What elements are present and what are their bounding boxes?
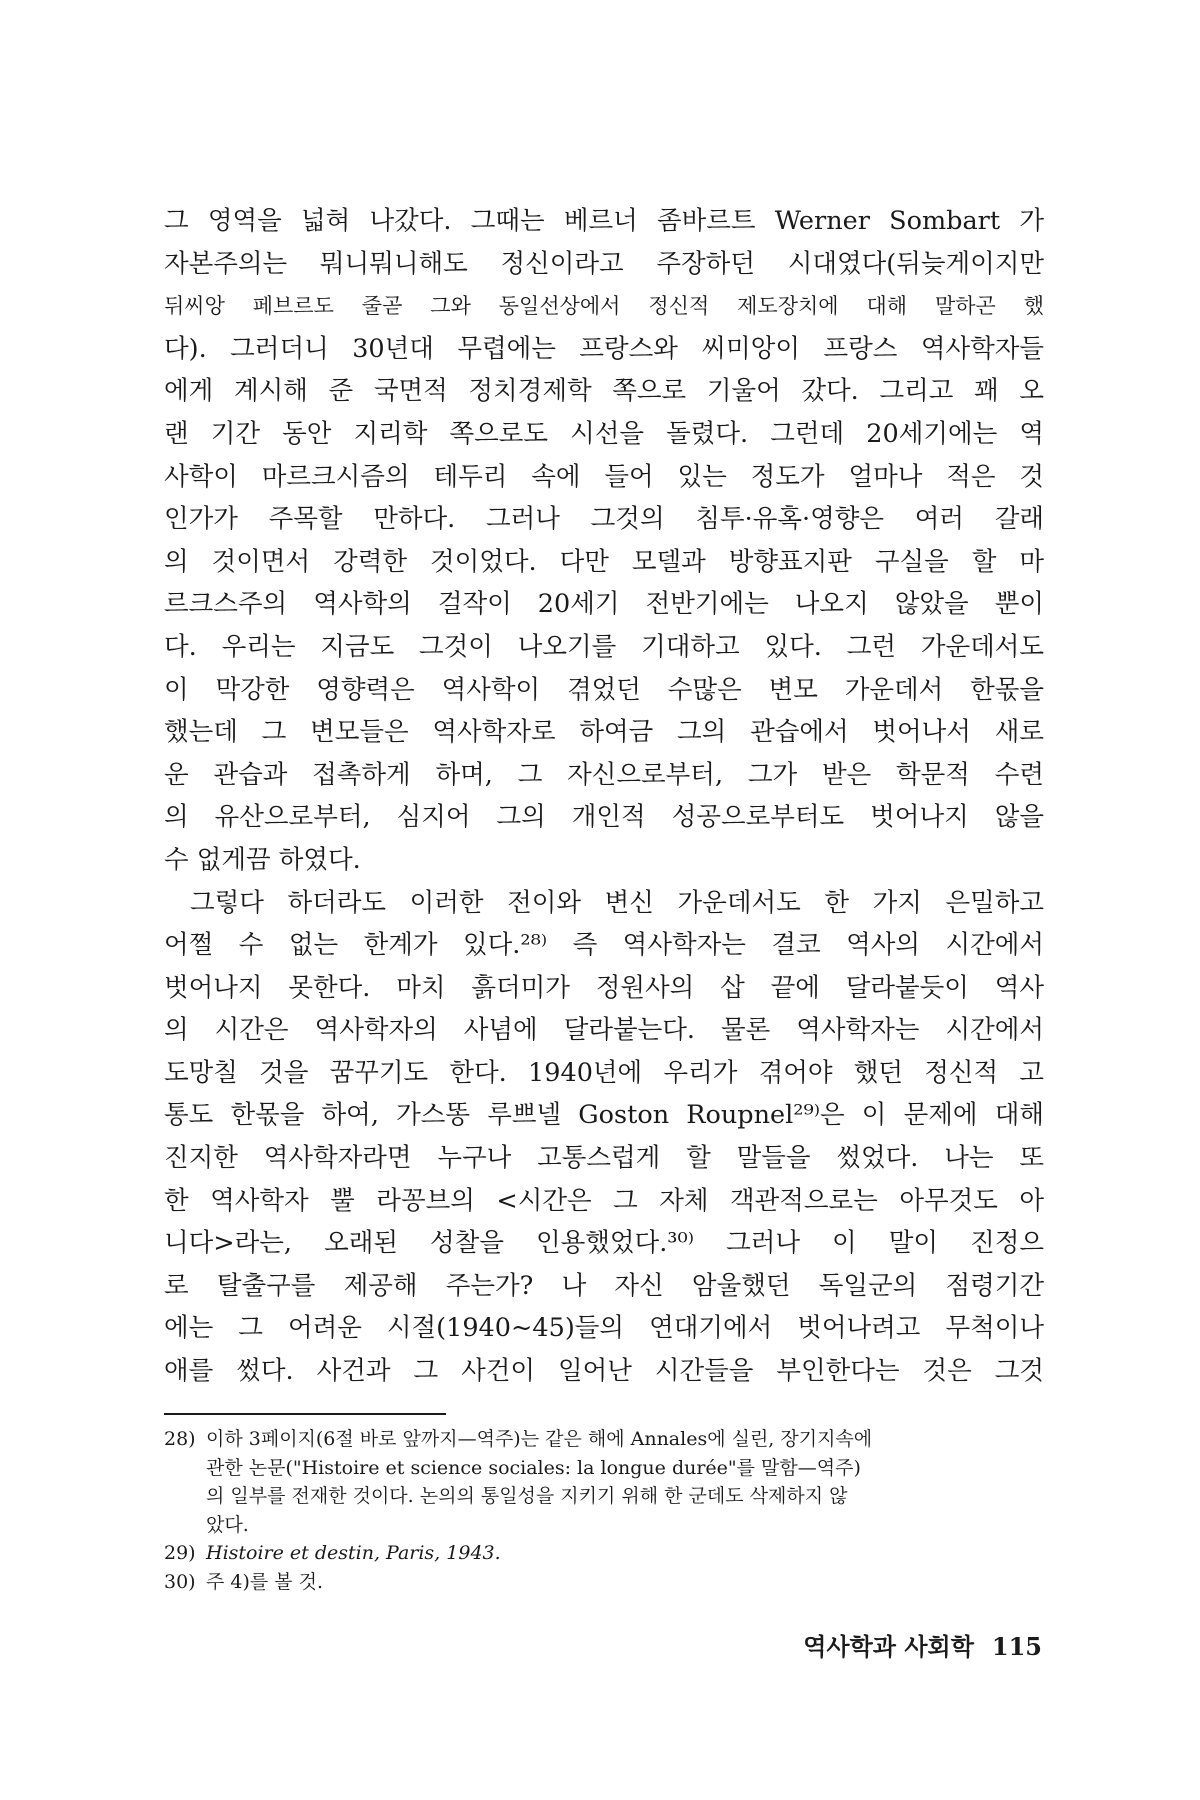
body-line: 인가가 주목할 만하다. 그러나 그것의 침투·유혹·영향은 여러 갈래 <box>164 504 1044 535</box>
body-line: 애를 썼다. 사건과 그 사건이 일어난 시간들을 부인한다는 것은 그것 <box>164 1356 1044 1387</box>
body-line: 자본주의는 뭐니뭐니해도 정신이라고 주장하던 시대였다(뒤늦게이지만 <box>164 248 1044 279</box>
body-line: 벗어나지 못한다. 마치 흙더미가 정원사의 삽 끝에 달라붙듯이 역사 <box>164 972 1044 1003</box>
footnote-28-line: 았다. <box>206 1513 249 1536</box>
body-line: 어쩔 수 없는 한계가 있다.²⁸⁾ 즉 역사학자는 결코 역사의 시간에서 <box>164 930 1044 961</box>
body-line: 운 관습과 접촉하게 하며, 그 자신으로부터, 그가 받은 학문적 수련 <box>164 759 1044 790</box>
body-line: 사학이 마르크시즘의 테두리 속에 들어 있는 정도가 얼마나 적은 것 <box>164 461 1044 492</box>
body-line: 한 역사학자 뿔 라꽁브의 <시간은 그 자체 객관적으로는 아무것도 아 <box>164 1185 1044 1216</box>
body-text <box>164 200 1044 1393</box>
body-line: 했는데 그 변모들은 역사학자로 하여금 그의 관습에서 벗어나서 새로 <box>164 717 1044 748</box>
page-number: 115 <box>991 1632 1042 1661</box>
footnote-number: 28) <box>164 1428 196 1450</box>
running-footer <box>785 1627 1042 1662</box>
footnote-28 <box>164 1425 1044 1454</box>
body-line: 니다>라는, 오래된 성찰을 인용했었다.³⁰⁾ 그러나 이 말이 진정으 <box>164 1228 1044 1259</box>
footnotes <box>164 1425 1044 1596</box>
body-line: 랜 기간 동안 지리학 쪽으로도 시선을 돌렸다. 그런데 20세기에는 역 <box>164 418 1044 449</box>
footnote-28-line: 관한 논문("Histoire et science sociales: la longue durée"를 말함—역주) <box>206 1456 861 1479</box>
body-line: 진지한 역사학자라면 누구나 고통스럽게 할 말들을 썼었다. 나는 또 <box>164 1143 1044 1174</box>
body-line: 수 없게끔 하였다. <box>164 844 361 875</box>
section-title: 역사학과 사회학 <box>803 1632 974 1661</box>
body-line: 도망칠 것을 꿈꾸기도 한다. 1940년에 우리가 겪어야 했던 정신적 고 <box>164 1057 1044 1088</box>
body-line: 의 것이면서 강력한 것이었다. 다만 모델과 방향표지판 구실을 할 마 <box>164 546 1044 577</box>
footnote-text: 이하 3페이지(6절 바로 앞까지—역주)는 같은 해에 Annales에 실린, 장기지속에 <box>206 1428 873 1450</box>
footnote-number: 29) <box>164 1542 196 1564</box>
footnote-rule <box>164 1413 446 1415</box>
body-line: 의 시간은 역사학자의 사념에 달라붙는다. 물론 역사학자는 시간에서 <box>164 1015 1044 1046</box>
body-line: 르크스주의 역사학의 걸작이 20세기 전반기에는 나오지 않았을 뿐이 <box>164 589 1044 620</box>
body-line: 통도 한몫을 하여, 가스똥 루쁘넬 Goston Roupnel²⁹⁾은 이 문제에 대해 <box>164 1100 1044 1131</box>
body-line: 에는 그 어려운 시절(1940~45)들의 연대기에서 벗어나려고 무척이나 <box>164 1313 1044 1344</box>
body-line: 뒤씨앙 페브르도 줄곧 그와 동일선상에서 정신적 제도장치에 대해 말하곤 했 <box>164 294 1044 319</box>
body-line: 다. 우리는 지금도 그것이 나오기를 기대하고 있다. 그런 가운데서도 <box>164 631 1044 662</box>
footnote-29 <box>164 1539 1044 1568</box>
body-line: 로 탈출구를 제공해 주는가? 나 자신 암울했던 독일군의 점령기간 <box>164 1270 1044 1301</box>
footnote-30 <box>164 1568 1044 1597</box>
body-line: 그 영역을 넓혀 나갔다. 그때는 베르너 좀바르트 Werner Sombart 가 <box>164 206 1044 236</box>
footnote-28-line: 의 일부를 전재한 것이다. 논의의 통일성을 지키기 위해 한 군데도 삭제하지 않 <box>206 1485 848 1507</box>
body-line: 그렇다 하더라도 이러한 전이와 변신 가운데서도 한 가지 은밀하고 <box>190 887 1044 918</box>
body-line: 다). 그러더니 30년대 무렵에는 프랑스와 씨미앙이 프랑스 역사학자들 <box>164 333 1044 364</box>
footnote-text: 주 4)를 볼 것. <box>206 1570 324 1593</box>
footnote-number: 30) <box>164 1570 196 1593</box>
body-line: 의 유산으로부터, 심지어 그의 개인적 성공으로부터도 벗어나지 않을 <box>164 802 1044 833</box>
body-line: 이 막강한 영향력은 역사학이 겪었던 수많은 변모 가운데서 한몫을 <box>164 674 1044 705</box>
body-line: 에게 계시해 준 국면적 정치경제학 쪽으로 기울어 갔다. 그리고 꽤 오 <box>164 376 1044 407</box>
footnote-text: Histoire et destin, Paris, 1943. <box>206 1542 501 1564</box>
